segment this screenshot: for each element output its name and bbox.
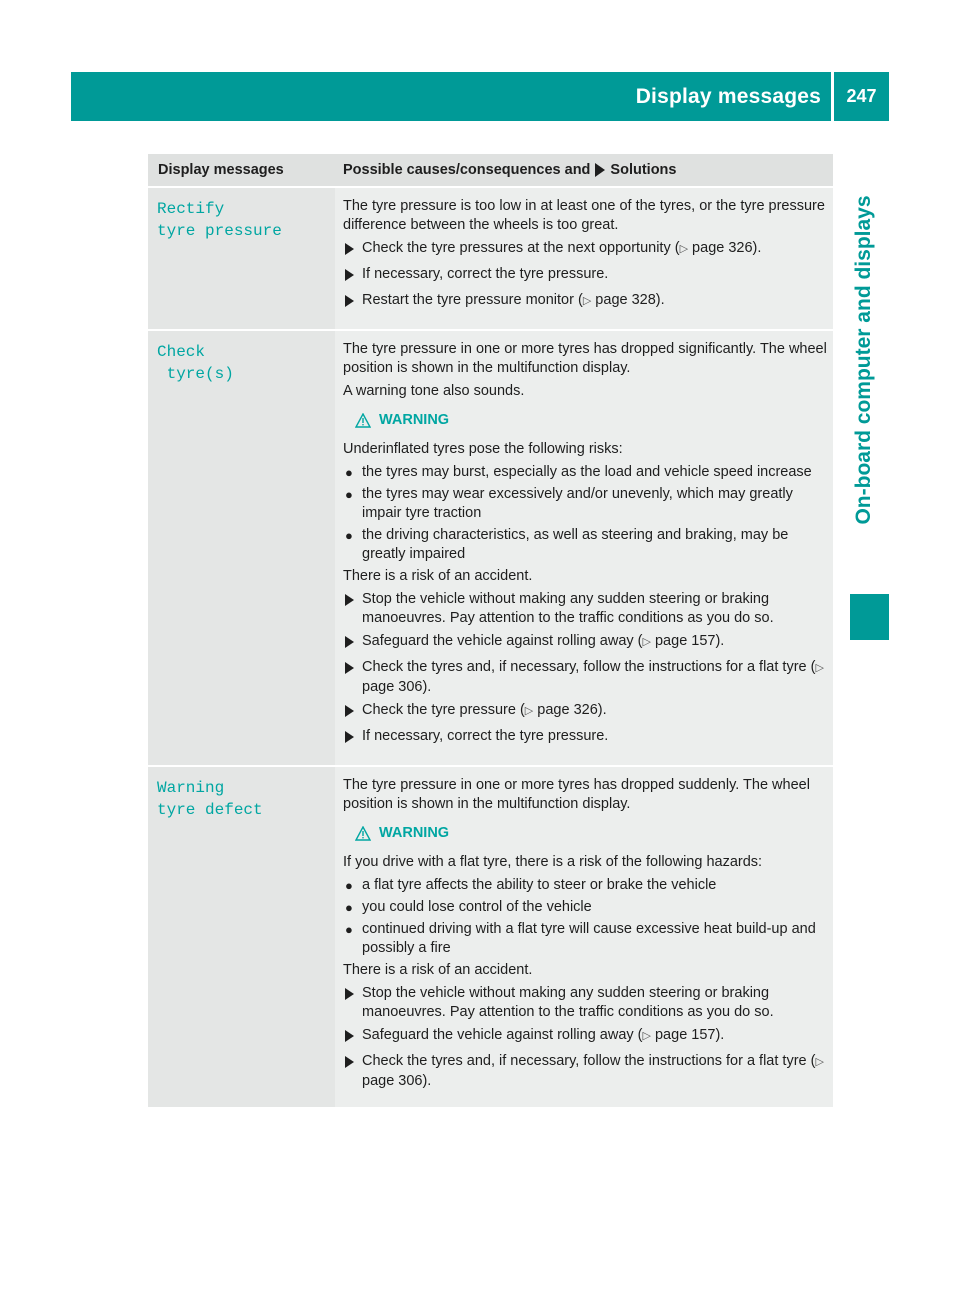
step-text: Check the tyre pressure (▷ page 326).	[362, 701, 607, 723]
column-header-messages: Display messages	[158, 162, 284, 178]
step-text: Safeguard the vehicle against rolling away (▷ page 157).	[362, 632, 724, 654]
action-arrow-icon	[343, 658, 362, 697]
page-ref-icon: ▷	[815, 1056, 824, 1068]
page-reference: page 306).	[362, 1073, 432, 1089]
action-arrow-icon	[343, 1026, 362, 1048]
step-text: If necessary, correct the tyre pressure.	[362, 728, 609, 744]
bullet-text: a flat tyre affects the ability to steer or brake the vehicle	[362, 877, 717, 893]
page-ref-icon: ▷	[642, 1030, 651, 1042]
action-arrow-icon	[343, 727, 362, 749]
page-reference: page 306).	[362, 679, 432, 695]
display-message-line: Rectify	[157, 200, 225, 218]
chapter-marker	[850, 594, 889, 640]
message-cell	[148, 331, 335, 765]
table-row	[148, 765, 833, 1107]
bullet-text: continued driving with a flat tyre will cause excessive heat build-up and possibly a fire	[362, 921, 816, 956]
page-reference: page 326).	[688, 240, 762, 256]
step-text: Check the tyre pressures at the next opportunity (▷ page 326).	[362, 239, 761, 261]
page-number: 247	[846, 86, 877, 106]
action-step	[343, 701, 827, 723]
risk-bullet	[343, 526, 827, 564]
risk-bullet	[343, 485, 827, 523]
display-message-line: tyre pressure	[157, 222, 282, 240]
page-ref-icon: ▷	[642, 636, 651, 648]
cause-text: The tyre pressure in one or more tyres has dropped suddenly. The wheel position is shown in the multifunction display.	[343, 777, 810, 812]
page-header	[71, 72, 889, 121]
bullet-text: the tyres may burst, especially as the load and vehicle speed increase	[362, 464, 812, 480]
warning-icon	[355, 413, 379, 428]
action-arrow-icon	[343, 291, 362, 313]
action-arrow-icon	[343, 590, 362, 628]
page-ref-icon: ▷	[815, 662, 824, 674]
chapter-tab	[840, 130, 889, 590]
page-ref-icon: ▷	[582, 295, 592, 307]
table-row	[148, 186, 833, 329]
action-step	[343, 984, 827, 1022]
display-message-line: tyre defect	[157, 801, 263, 819]
warning-label: WARNING	[379, 825, 450, 841]
action-arrow-icon	[595, 163, 605, 177]
action-arrow-icon	[343, 701, 362, 723]
action-step	[343, 265, 827, 287]
bullet-icon: ●	[345, 528, 353, 543]
step-text: Check the tyres and, if necessary, follow the instructions for a flat tyre (▷ page 306).	[362, 659, 824, 695]
page-reference: page 157).	[650, 633, 725, 649]
display-message-line: Warning	[157, 779, 225, 797]
action-step	[343, 590, 827, 628]
step-text: If necessary, correct the tyre pressure.	[362, 266, 609, 282]
warning-icon	[355, 826, 379, 841]
action-step	[343, 1026, 827, 1048]
message-cell	[148, 767, 335, 1107]
bullet-icon: ●	[345, 922, 353, 937]
warning-heading	[355, 824, 827, 843]
action-step	[343, 1052, 827, 1091]
bullet-icon: ●	[345, 465, 353, 480]
chapter-tab-label: On-board computer and displays	[852, 195, 875, 525]
bullet-text: you could lose control of the vehicle	[362, 899, 592, 915]
risk-bullet	[343, 920, 827, 958]
bullet-icon: ●	[345, 900, 353, 915]
bullet-text: the tyres may wear excessively and/or unevenly, which may greatly impair tyre traction	[362, 486, 793, 521]
warning-heading	[355, 411, 827, 430]
bullet-text: the driving characteristics, as well as steering and braking, may be greatly impaired	[362, 527, 789, 562]
cause-text: A warning tone also sounds.	[343, 383, 525, 399]
step-text: Stop the vehicle without making any sudden steering or braking manoeuvres. Pay attention to the traffic conditions as you do so.	[362, 591, 774, 626]
step-text: Check the tyres and, if necessary, follow the instructions for a flat tyre (▷ page 306).	[362, 1053, 824, 1089]
action-step	[343, 658, 827, 697]
solutions-cell	[335, 331, 833, 765]
display-messages-table	[148, 154, 833, 1107]
step-text: Restart the tyre pressure monitor (▷ page 328).	[362, 291, 665, 313]
action-arrow-icon	[343, 265, 362, 287]
page-reference: page 326).	[533, 702, 607, 718]
bullet-icon: ●	[345, 487, 353, 502]
risk-statement: There is a risk of an accident.	[343, 568, 533, 584]
page-ref-icon: ▷	[679, 243, 689, 255]
step-text: Safeguard the vehicle against rolling away (▷ page 157).	[362, 1026, 724, 1048]
risk-bullet	[343, 876, 827, 895]
column-header-causes: Possible causes/consequences and	[343, 162, 591, 178]
bullet-icon: ●	[345, 878, 353, 893]
cause-text: The tyre pressure is too low in at least one of the tyres, or the tyre pressure difference between the wheels is too great.	[343, 198, 825, 233]
display-message-line: Check	[157, 343, 206, 361]
action-step	[343, 291, 827, 313]
message-cell	[148, 188, 335, 329]
risk-bullet	[343, 898, 827, 917]
column-header-solutions-label: Solutions	[610, 162, 677, 178]
display-message-line: tyre(s)	[157, 365, 234, 383]
page-title: Display messages	[635, 85, 821, 108]
action-arrow-icon	[343, 239, 362, 261]
column-header-solutions	[335, 154, 833, 186]
cause-text: The tyre pressure in one or more tyres has dropped significantly. The wheel position is shown in the multifunction display.	[343, 341, 827, 376]
action-step	[343, 727, 827, 749]
risk-bullet	[343, 463, 827, 482]
page-reference: page 328).	[591, 292, 665, 308]
step-text: Stop the vehicle without making any sudden steering or braking manoeuvres. Pay attention to the traffic conditions as you do so.	[362, 985, 774, 1020]
solutions-cell	[335, 188, 833, 329]
page-reference: page 157).	[650, 1027, 725, 1043]
risk-statement: There is a risk of an accident.	[343, 962, 533, 978]
page-ref-icon: ▷	[524, 705, 534, 717]
table-header-row	[148, 154, 833, 186]
table-body	[148, 186, 833, 1107]
action-step	[343, 239, 827, 261]
table-row	[148, 329, 833, 765]
warning-text: Underinflated tyres pose the following risks:	[343, 441, 623, 457]
action-step	[343, 632, 827, 654]
warning-label: WARNING	[379, 412, 450, 428]
action-arrow-icon	[343, 984, 362, 1022]
warning-text: If you drive with a flat tyre, there is a risk of the following hazards:	[343, 854, 763, 870]
solutions-cell	[335, 767, 833, 1107]
action-arrow-icon	[343, 1052, 362, 1091]
action-arrow-icon	[343, 632, 362, 654]
